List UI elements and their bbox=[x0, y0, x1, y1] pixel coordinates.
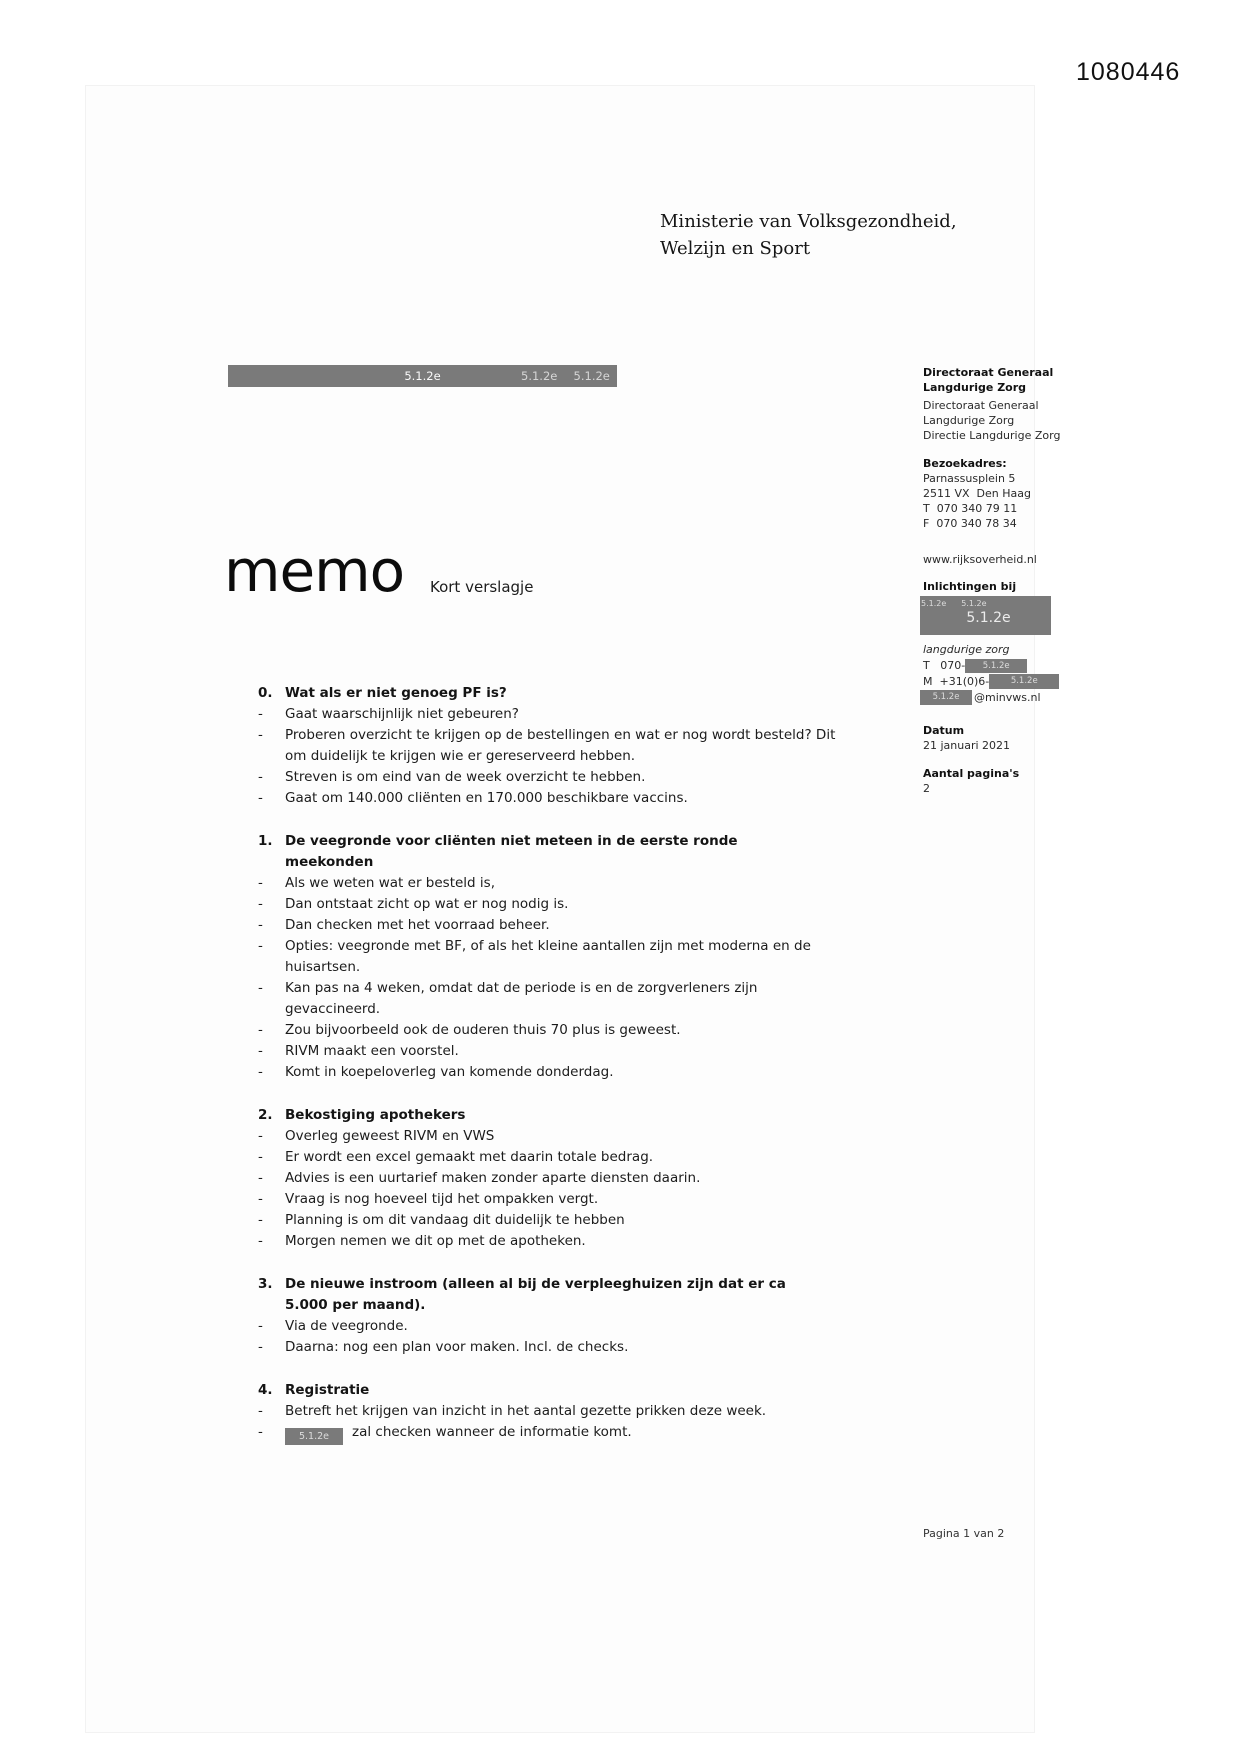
redaction-label: 5.1.2e bbox=[404, 369, 441, 383]
section-heading bbox=[258, 683, 850, 704]
redaction-label: 5.1.2e bbox=[521, 369, 558, 383]
item-text: Gaat waarschijnlijk niet gebeuren? bbox=[285, 706, 519, 722]
memo-list-item bbox=[258, 936, 850, 978]
item-text: Kan pas na 4 weken, omdat dat de periode is en de zorgverleners zijn gevaccineerd. bbox=[285, 980, 758, 1017]
bullet-dash: - bbox=[258, 875, 263, 891]
phone-m-line bbox=[923, 674, 1098, 689]
section-title: Bekostiging apothekers bbox=[285, 1107, 466, 1123]
item-text: Daarna: nog een plan voor maken. Incl. de checks. bbox=[285, 1339, 629, 1355]
memo-section bbox=[258, 1380, 850, 1445]
redaction-label: 5.1.2e bbox=[966, 610, 1011, 626]
item-text: Komt in koepeloverleg van komende donderdag. bbox=[285, 1064, 614, 1080]
item-text: Er wordt een excel gemaakt met daarin totale bedrag. bbox=[285, 1149, 654, 1165]
memo-subtitle: Kort verslagje bbox=[430, 578, 534, 596]
redaction-label: 5.1.2e bbox=[921, 599, 947, 608]
redaction-label: 5.1.2e bbox=[989, 674, 1059, 689]
phone-t-line bbox=[923, 658, 1098, 673]
bullet-dash: - bbox=[258, 1149, 263, 1165]
redaction-label: 5.1.2e bbox=[965, 659, 1027, 673]
redaction-label: 5.1.2e bbox=[920, 690, 972, 705]
bullet-dash: - bbox=[258, 1022, 263, 1038]
pages-value: 2 bbox=[923, 782, 930, 795]
memo-list-item bbox=[258, 788, 850, 809]
pages-label: Aantal pagina's bbox=[923, 767, 1020, 780]
memo-title: memo bbox=[224, 537, 405, 605]
sidebar-meta-column bbox=[923, 365, 1098, 796]
memo-list-item bbox=[258, 1231, 850, 1252]
date-value: 21 januari 2021 bbox=[923, 739, 1011, 752]
bullet-dash: - bbox=[258, 917, 263, 933]
phone-t-prefix: T 070- bbox=[923, 659, 966, 672]
visit-line: F 070 340 78 34 bbox=[923, 517, 1017, 530]
document-number: 1080446 bbox=[1076, 58, 1181, 86]
memo-section bbox=[258, 1274, 850, 1358]
item-text: Dan checken met het voorraad beheer. bbox=[285, 917, 550, 933]
ministry-line-2: Welzijn en Sport bbox=[660, 238, 811, 259]
memo-body bbox=[258, 683, 850, 1445]
org-line: Directoraat Generaal bbox=[923, 399, 1039, 412]
section-heading bbox=[258, 1274, 850, 1316]
bullet-dash: - bbox=[258, 1191, 263, 1207]
memo-list-item bbox=[258, 1020, 850, 1041]
item-text: Dan ontstaat zicht op wat er nog nodig is. bbox=[285, 896, 569, 912]
item-text: Betreft het krijgen van inzicht in het aantal gezette prikken deze week. bbox=[285, 1403, 767, 1419]
bullet-dash: - bbox=[258, 1128, 263, 1144]
memo-list-item bbox=[258, 1316, 850, 1337]
phone-m-prefix: M +31(0)6- bbox=[923, 675, 990, 688]
item-text: Als we weten wat er besteld is, bbox=[285, 875, 495, 891]
item-text: Planning is om dit vandaag dit duidelijk te hebben bbox=[285, 1212, 625, 1228]
redaction-bar-top bbox=[228, 365, 617, 387]
bullet-dash: - bbox=[258, 1064, 263, 1080]
bullet-dash: - bbox=[258, 727, 263, 743]
memo-section bbox=[258, 831, 850, 1083]
memo-list-item bbox=[258, 1062, 850, 1083]
memo-list-item bbox=[258, 1422, 850, 1445]
memo-list-item bbox=[258, 1337, 850, 1358]
sidebar-org-lines bbox=[923, 398, 1098, 443]
memo-list-item bbox=[258, 725, 850, 767]
date-label: Datum bbox=[923, 724, 965, 737]
redaction-label: 5.1.2e bbox=[285, 1428, 343, 1445]
section-number: 3. bbox=[258, 1276, 273, 1292]
section-number: 2. bbox=[258, 1107, 273, 1123]
section-number: 1. bbox=[258, 833, 273, 849]
memo-list-item bbox=[258, 978, 850, 1020]
memo-list-item bbox=[258, 894, 850, 915]
contact-role: langdurige zorg bbox=[923, 643, 1010, 656]
section-heading bbox=[258, 831, 850, 873]
visit-line: T 070 340 79 11 bbox=[923, 502, 1018, 515]
section-title: De veegronde voor cliënten niet meteen in de eerste ronde meekonden bbox=[285, 833, 738, 870]
memo-section bbox=[258, 1105, 850, 1252]
page-footer: Pagina 1 van 2 bbox=[923, 1527, 1005, 1540]
contact-label: Inlichtingen bij bbox=[923, 580, 1017, 593]
memo-list-item bbox=[258, 1168, 850, 1189]
section-title: Wat als er niet genoeg PF is? bbox=[285, 685, 507, 701]
item-text: Zou bijvoorbeeld ook de ouderen thuis 70 plus is geweest. bbox=[285, 1022, 681, 1038]
org-line: Langdurige Zorg bbox=[923, 414, 1015, 427]
section-heading bbox=[258, 1105, 850, 1126]
item-text: Via de veegronde. bbox=[285, 1318, 408, 1334]
item-text: RIVM maakt een voorstel. bbox=[285, 1043, 459, 1059]
item-text: Advies is een uurtarief maken zonder aparte diensten daarin. bbox=[285, 1170, 701, 1186]
section-title: Registratie bbox=[285, 1382, 370, 1398]
visit-line: Parnassusplein 5 bbox=[923, 472, 1016, 485]
bullet-dash: - bbox=[258, 1424, 263, 1440]
redaction-label: 5.1.2e bbox=[961, 599, 987, 608]
bullet-dash: - bbox=[258, 896, 263, 912]
bullet-dash: - bbox=[258, 1339, 263, 1355]
item-text: 5.1.2e zal checken wanneer de informatie komt. bbox=[285, 1422, 850, 1445]
memo-list-item bbox=[258, 1126, 850, 1147]
visit-address-label: Bezoekadres: bbox=[923, 457, 1007, 470]
memo-list-item bbox=[258, 1401, 850, 1422]
redaction-block-contact bbox=[920, 596, 1051, 635]
bullet-dash: - bbox=[258, 1212, 263, 1228]
email-line bbox=[923, 690, 1098, 705]
memo-list-item bbox=[258, 1041, 850, 1062]
memo-list-item bbox=[258, 1189, 850, 1210]
memo-list-item bbox=[258, 873, 850, 894]
website-text: www.rijksoverheid.nl bbox=[923, 553, 1037, 566]
section-number: 0. bbox=[258, 685, 273, 701]
item-text: Vraag is nog hoeveel tijd het ompakken vergt. bbox=[285, 1191, 599, 1207]
item-text: Gaat om 140.000 cliënten en 170.000 beschikbare vaccins. bbox=[285, 790, 688, 806]
memo-list-item bbox=[258, 1210, 850, 1231]
memo-list-item bbox=[258, 704, 850, 725]
bullet-dash: - bbox=[258, 1043, 263, 1059]
bullet-dash: - bbox=[258, 1170, 263, 1186]
section-title: De nieuwe instroom (alleen al bij de verpleeghuizen zijn dat er ca 5.000 per maand). bbox=[285, 1276, 786, 1313]
item-text: Morgen nemen we dit op met de apotheken. bbox=[285, 1233, 586, 1249]
ministry-header bbox=[660, 208, 957, 262]
memo-section bbox=[258, 683, 850, 809]
item-text: Opties: veegronde met BF, of als het kleine aantallen zijn met moderna en de huisartsen. bbox=[285, 938, 811, 975]
org-line: Directie Langdurige Zorg bbox=[923, 429, 1061, 442]
section-number: 4. bbox=[258, 1382, 273, 1398]
sidebar-org-bold bbox=[923, 365, 1098, 395]
section-heading bbox=[258, 1380, 850, 1401]
item-text: Overleg geweest RIVM en VWS bbox=[285, 1128, 495, 1144]
bullet-dash: - bbox=[258, 1233, 263, 1249]
bullet-dash: - bbox=[258, 769, 263, 785]
redaction-small-labels bbox=[920, 596, 1051, 608]
bullet-dash: - bbox=[258, 938, 263, 954]
memo-list-item bbox=[258, 915, 850, 936]
bullet-dash: - bbox=[258, 790, 263, 806]
item-text: Proberen overzicht te krijgen op de bestellingen en wat er nog wordt besteld? Dit om duidelijk te krijgen wie er gereserveerd hebben. bbox=[285, 727, 836, 764]
item-text: Streven is om eind van de week overzicht te hebben. bbox=[285, 769, 646, 785]
bullet-dash: - bbox=[258, 1403, 263, 1419]
redaction-label: 5.1.2e bbox=[573, 369, 610, 383]
visit-address-lines bbox=[923, 471, 1098, 531]
org-bold-line: Langdurige Zorg bbox=[923, 381, 1027, 394]
memo-list-item bbox=[258, 767, 850, 788]
email-suffix: @minvws.nl bbox=[974, 691, 1041, 704]
memo-list-item bbox=[258, 1147, 850, 1168]
visit-line: 2511 VX Den Haag bbox=[923, 487, 1031, 500]
org-bold-line: Directoraat Generaal bbox=[923, 366, 1054, 379]
bullet-dash: - bbox=[258, 1318, 263, 1334]
bullet-dash: - bbox=[258, 980, 263, 996]
ministry-line-1: Ministerie van Volksgezondheid, bbox=[660, 211, 957, 232]
bullet-dash: - bbox=[258, 706, 263, 722]
